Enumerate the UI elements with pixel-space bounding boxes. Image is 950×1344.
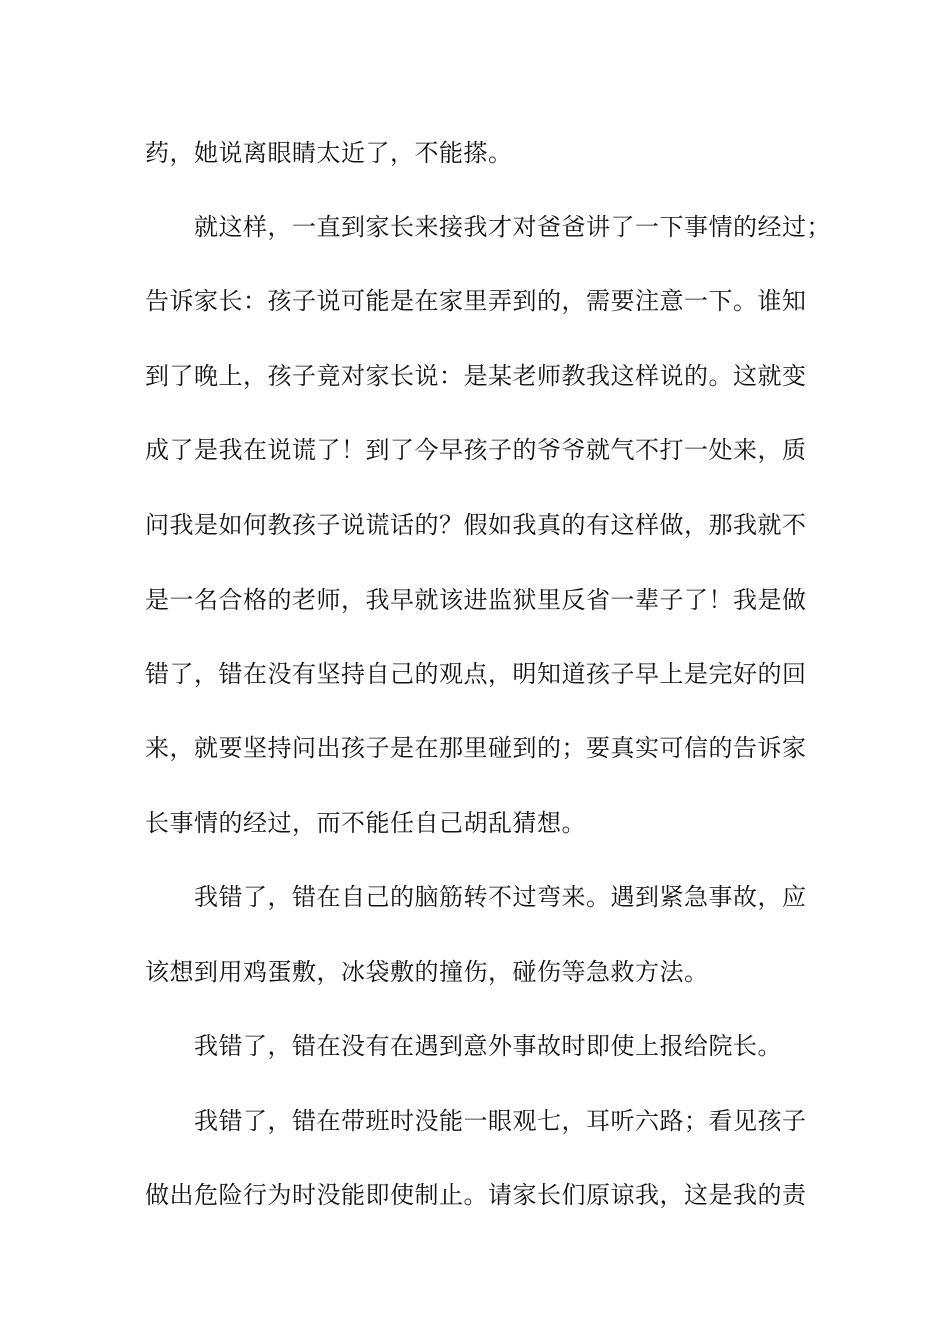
text-line: 到了晚上，孩子竟对家长说：是某老师教我这样说的。这就变 — [145, 362, 807, 390]
text-line: 来，就要坚持问出孩子是在那里碰到的；要真实可信的告诉家 — [145, 734, 807, 762]
text-line: 药，她说离眼睛太近了，不能搽。 — [145, 139, 513, 167]
text-line: 是一名合格的老师，我早就该进监狱里反省一辈子了！我是做 — [145, 586, 807, 614]
text-line: 错了，错在没有坚持自己的观点，明知道孩子早上是完好的回 — [145, 660, 807, 688]
text-line: 该想到用鸡蛋敷，冰袋敷的撞伤，碰伤等急救方法。 — [145, 958, 709, 986]
text-line: 做出危险行为时没能即使制止。请家长们原谅我，这是我的责 — [145, 1181, 807, 1209]
paragraph-start-line: 我错了，错在没有在遇到意外事故时即使上报给院长。 — [145, 1032, 782, 1060]
text-line: 问我是如何教孩子说谎话的？假如我真的有这样做，那我就不 — [145, 511, 807, 539]
paragraph-start-line: 就这样，一直到家长来接我才对爸爸讲了一下事情的经过； — [145, 213, 831, 241]
text-line: 成了是我在说谎了！到了今早孩子的爷爷就气不打一处来，质 — [145, 436, 807, 464]
text-line: 告诉家长：孩子说可能是在家里弄到的，需要注意一下。谁知 — [145, 287, 807, 315]
paragraph-start-line: 我错了，错在带班时没能一眼观七，耳听六路；看见孩子 — [145, 1107, 807, 1135]
text-line: 长事情的经过，而不能任自己胡乱猜想。 — [145, 809, 586, 837]
paragraph-start-line: 我错了，错在自己的脑筋转不过弯来。遇到紧急事故，应 — [145, 883, 807, 911]
